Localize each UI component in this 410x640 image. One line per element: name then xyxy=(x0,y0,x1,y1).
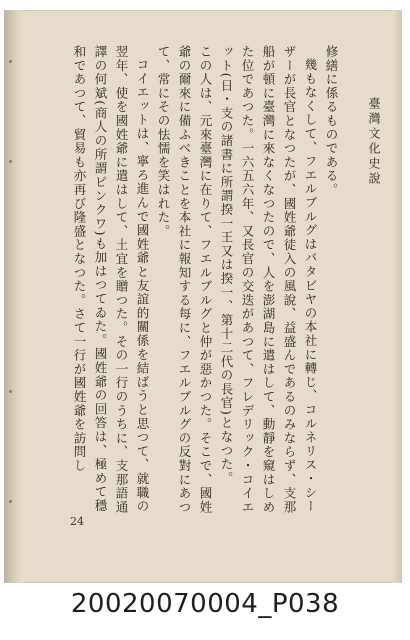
binding-stitch xyxy=(9,160,12,163)
vertical-text-body xyxy=(34,45,384,525)
paragraph-2: 幾もなくして、フエルブルグはバタビヤの本社に轉じ、コルネリス・シーザーが長官となつたが、國姓爺徒入の風說、益盛んであるのみならず、支那船が頓に臺灣に來なくなつたので、人を澎湖島に遣はして、動靜を窺はしめた位であつた。一六五六年、又長官の交迭があつて、フレデリック・コイエット(日・支の諸書に所謂揆一王又は揆一、第十二代の長官)となつた。 xyxy=(219,45,318,515)
paragraph-3: この人は、元來臺灣に在りて、フエルブルグと仲が惡かつた。そこで、國姓爺の爾來に備ふべきことを本社に報知する每に、フエルブルグの反對にあつて、常にその怯懦を笑はれた。 xyxy=(156,45,213,515)
paragraph-4: コイエットは、寧ろ進んで國姓爺と友誼的關係を結ばうと思つて、就職の翌年、使を國姓爺に遣はして、土宜を贈つた。その一行のうちに、支那語通譯の何斌(商人の所謂ピンクワ)も加はつてゐた。國姓爺の回答は、極めて穩和であつて、貿易も亦再び隆盛となつた。さて一行が國姓爺を訪問し xyxy=(72,45,150,515)
binding-stitch xyxy=(9,500,12,503)
running-head: 臺灣文化史說 xyxy=(367,97,381,187)
binding-stitch xyxy=(9,60,12,63)
binding-shadow xyxy=(4,10,22,583)
binding-stitch xyxy=(9,390,12,393)
image-caption: 20020070004_P038 xyxy=(70,589,340,619)
page-edge-shadow xyxy=(392,10,402,583)
page-number: 24 xyxy=(70,515,84,528)
paragraph-1: 修繕に係るものである。 xyxy=(324,45,339,197)
